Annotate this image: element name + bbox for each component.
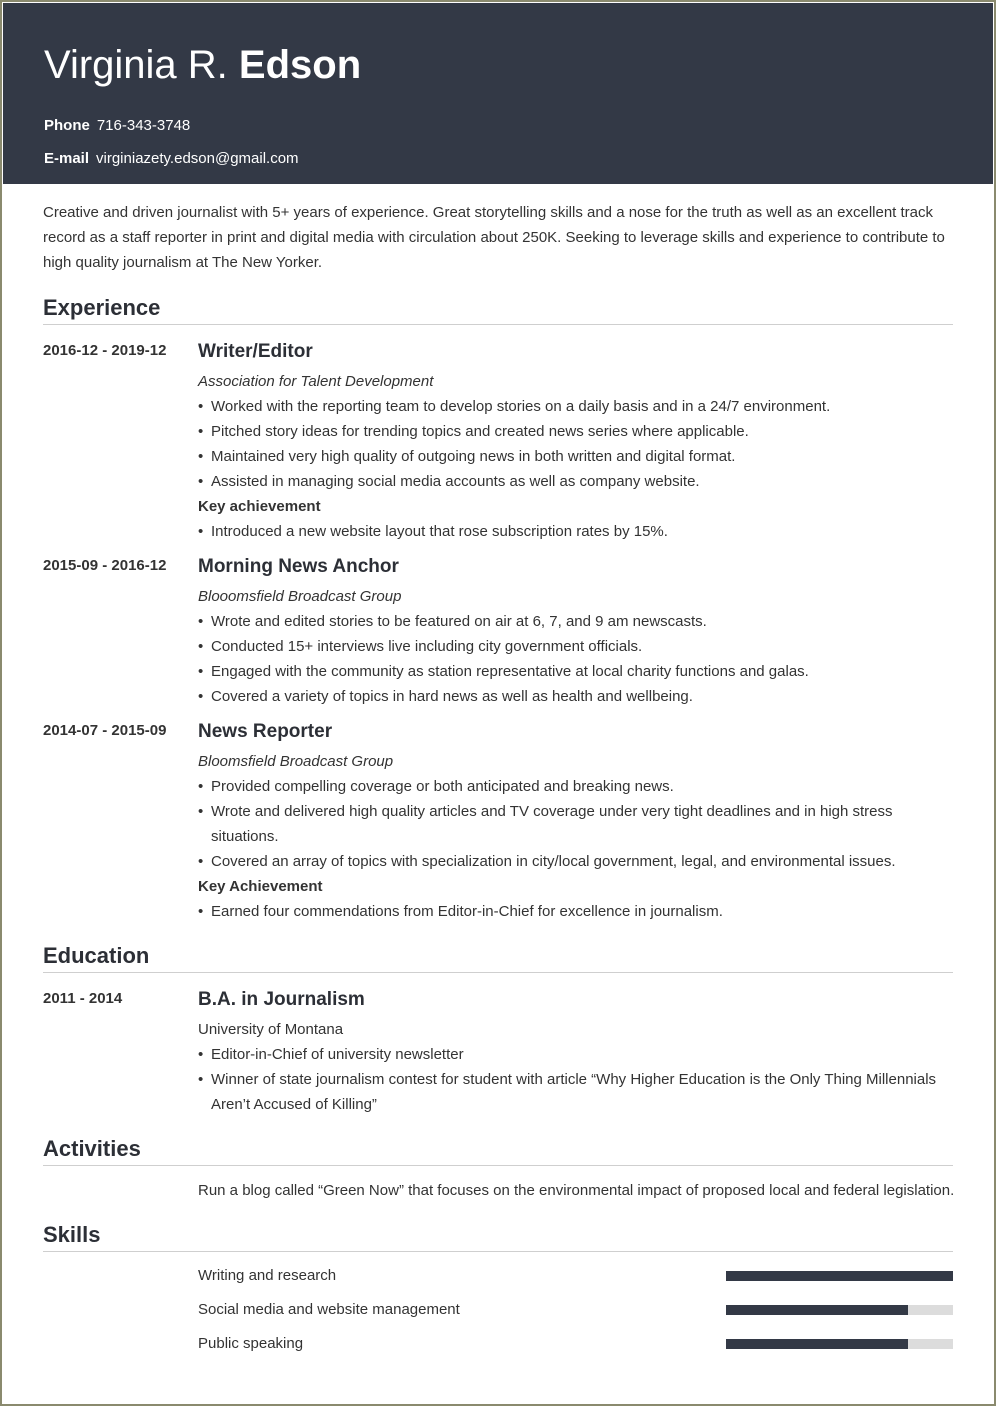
skill-row bbox=[198, 1333, 955, 1355]
key-achievement-label: Key achievement bbox=[198, 498, 321, 515]
list-item: • Covered an array of topics with specialization in city/local government, legal, and environmental issues. bbox=[198, 849, 955, 874]
experience-heading: Experience bbox=[43, 294, 953, 325]
job-title: Morning News Anchor bbox=[198, 556, 399, 577]
activity-item: Run a blog called “Green Now” that focuses on the environmental impact of proposed local and federal legislation. bbox=[198, 1182, 955, 1199]
achievements-list bbox=[198, 899, 955, 924]
skill-level-fill bbox=[726, 1339, 908, 1349]
list-item: • Introduced a new website layout that rose subscription rates by 15%. bbox=[198, 519, 955, 544]
summary: Creative and driven journalist with 5+ years of experience. Great storytelling skills and a nose for the truth as well as an excellent track record as a staff reporter in print and digital media with circulation about 250K. Seeking to leverage skills and experience to contribute to high quality journalism at The New Yorker. bbox=[43, 204, 945, 271]
entry-dates: 2014-07 - 2015-09 bbox=[43, 722, 167, 739]
list-item: • Covered a variety of topics in hard news as well as health and wellbeing. bbox=[198, 684, 955, 709]
list-item: • Wrote and delivered high quality articles and TV coverage under very tight deadlines and in high stress situations. bbox=[198, 799, 955, 849]
resume-header bbox=[3, 3, 993, 184]
skill-level-fill bbox=[726, 1271, 953, 1281]
list-item: • Winner of state journalism contest for student with article “Why Higher Education is the Only Thing Millennials Aren’t Accused of Killing” bbox=[198, 1067, 955, 1117]
degree: B.A. in Journalism bbox=[198, 989, 365, 1010]
list-item: • Pitched story ideas for trending topics and created news series where applicable. bbox=[198, 419, 955, 444]
list-item: • Worked with the reporting team to develop stories on a daily basis and in a 24/7 environment. bbox=[198, 394, 955, 419]
skill-name: Public speaking bbox=[198, 1335, 304, 1352]
list-item: • Engaged with the community as station representative at local charity functions and galas. bbox=[198, 659, 955, 684]
job-title: News Reporter bbox=[198, 721, 333, 742]
skill-level-fill bbox=[726, 1305, 908, 1315]
skill-level-bar bbox=[726, 1305, 953, 1315]
job-title: Writer/Editor bbox=[198, 341, 313, 362]
skill-row bbox=[198, 1265, 955, 1287]
last-name: Edson bbox=[238, 43, 362, 87]
list-item: • Earned four commendations from Editor-in-Chief for excellence in journalism. bbox=[198, 899, 955, 924]
list-item: • Maintained very high quality of outgoing news in both written and digital format. bbox=[198, 444, 955, 469]
education-heading: Education bbox=[43, 942, 953, 973]
skill-name: Social media and website management bbox=[198, 1301, 460, 1318]
duties-list bbox=[198, 394, 955, 494]
entry-dates: 2015-09 - 2016-12 bbox=[43, 557, 167, 574]
skill-row bbox=[198, 1299, 955, 1321]
employer: Blooomsfield Broadcast Group bbox=[198, 588, 402, 605]
list-item: • Conducted 15+ interviews live including city government officials. bbox=[198, 634, 955, 659]
list-item: • Wrote and edited stories to be featured on air at 6, 7, and 9 am newscasts. bbox=[198, 609, 955, 634]
first-name: Virginia R. bbox=[44, 43, 228, 87]
education-list bbox=[198, 1042, 955, 1117]
email-value: virginiazety.edson@gmail.com bbox=[96, 150, 299, 167]
school: University of Montana bbox=[198, 1021, 344, 1038]
skill-level-bar bbox=[726, 1339, 953, 1349]
entry-dates: 2011 - 2014 bbox=[43, 990, 123, 1007]
phone-label: Phone bbox=[44, 117, 90, 134]
achievements-list bbox=[198, 519, 955, 544]
duties-list bbox=[198, 609, 955, 709]
key-achievement-label: Key Achievement bbox=[198, 878, 323, 895]
list-item: • Assisted in managing social media accounts as well as company website. bbox=[198, 469, 955, 494]
entry-dates: 2016-12 - 2019-12 bbox=[43, 342, 167, 359]
employer: Bloomsfield Broadcast Group bbox=[198, 753, 394, 770]
list-item: • Provided compelling coverage or both anticipated and breaking news. bbox=[198, 774, 955, 799]
list-item: • Editor-in-Chief of university newsletter bbox=[198, 1042, 955, 1067]
phone-row bbox=[44, 117, 190, 134]
email-label: E-mail bbox=[44, 150, 90, 167]
skills-heading: Skills bbox=[43, 1221, 953, 1252]
candidate-name bbox=[44, 41, 361, 89]
email-row bbox=[44, 150, 299, 167]
skill-level-bar bbox=[726, 1271, 953, 1281]
employer: Association for Talent Development bbox=[198, 373, 434, 390]
phone-value: 716-343-3748 bbox=[96, 117, 191, 134]
duties-list bbox=[198, 774, 955, 874]
skill-name: Writing and research bbox=[198, 1267, 337, 1284]
activities-heading: Activities bbox=[43, 1135, 953, 1166]
